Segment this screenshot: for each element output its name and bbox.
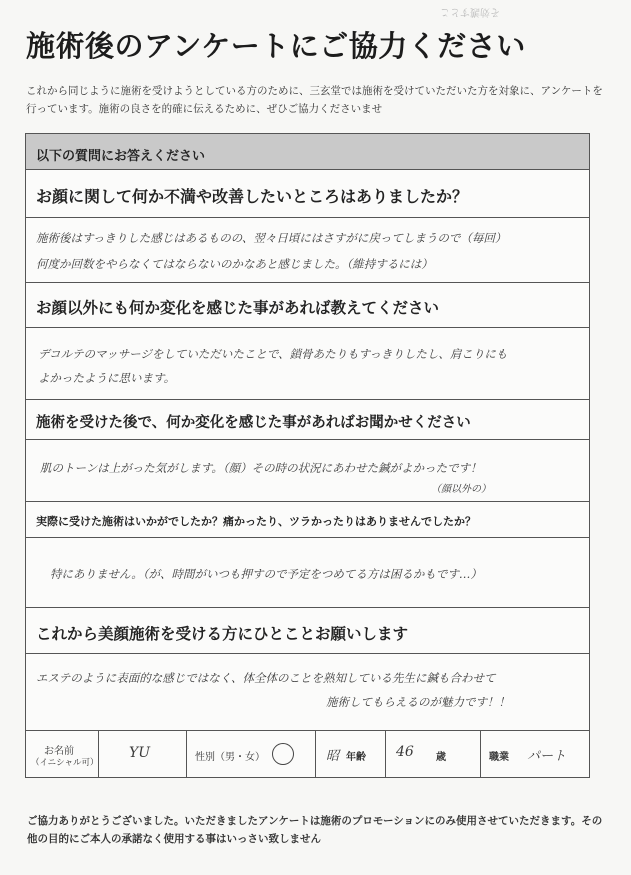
age-value: 46 — [396, 744, 414, 760]
age-unit-label: 歳 — [436, 752, 446, 763]
respondent-info-row — [26, 731, 589, 778]
question-3 — [26, 400, 589, 440]
answer-1-line-2: 何度か回数をやらなくてはならないのかなあと感じました。（維持するには） — [36, 257, 433, 271]
answer-3-field[interactable] — [26, 440, 589, 502]
question-4-text: 実際に受けた施術はいかがでしたか？痛かったり、ツラかったりはありませんでしたか？ — [36, 515, 476, 528]
answer-5-line-1: エステのように表面的な感じではなく、体全体のことを熟知している先生に鍼も合わせて — [36, 671, 496, 685]
question-1-text: お顔に関して何か不満や改善したいところはありましたか？ — [36, 187, 469, 206]
age-label: 年齢 — [346, 752, 366, 763]
question-1 — [26, 170, 589, 218]
page-title: 施術後のアンケートにご協力ください — [26, 29, 526, 63]
bleed-through-text: そ効護すとこ — [440, 6, 500, 17]
answer-2-field[interactable] — [26, 328, 589, 400]
age-value-field[interactable] — [386, 731, 481, 778]
intro-text: これから同じように施術を受けようとしている方のために、三玄堂では施術を受けていただいた方を対象に、アンケートを行っています。施術の良さを的確に伝えるために、ぜひご協力くださいませ — [26, 85, 603, 115]
name-label: お名前 — [44, 746, 74, 757]
question-2-text: お顔以外にも何か変化を感じた事があれば教えてください — [36, 299, 440, 317]
answer-2-line-1: デコルテのマッサージをしていただいたことで、鎖骨あたりもすっきりしたし、肩こりにも — [38, 347, 508, 361]
age-field[interactable] — [316, 731, 386, 778]
footer-notice: ご協力ありがとうございました。いただきましたアンケートは施術のプロモーションにのみ使用させていただきます。その他の目的にご本人の承諾なく使用する事はいっさい致しません — [27, 815, 603, 845]
answer-2-line-2: よかったように思います。 — [38, 371, 176, 385]
answer-1-field[interactable] — [26, 218, 589, 283]
question-2 — [26, 283, 589, 328]
question-5 — [26, 608, 589, 654]
answer-5-line-2: 施術してもらえるのが魅力です！！ — [326, 695, 510, 709]
questions-header-label: 以下の質問にお答えください — [36, 149, 206, 164]
job-field[interactable] — [481, 731, 591, 778]
name-sub-label: （イニシャル可） — [31, 758, 99, 768]
gender-field[interactable] — [187, 731, 316, 778]
answer-3-line-2: （顔以外の） — [431, 484, 491, 495]
answer-1-line-1: 施術後はすっきりした感じはあるものの、翌々日頃にはさすがに戻ってしまうので（毎回） — [36, 231, 507, 245]
job-label: 職業 — [489, 752, 509, 763]
question-4 — [26, 502, 589, 538]
question-5-text: これから美顔施術を受ける方にひとことお願いします — [36, 625, 409, 643]
era-value: 昭 — [326, 749, 340, 764]
name-value: YU — [129, 745, 151, 761]
answer-3-line-1: 肌のトーンは上がった気がします。（顔）その時の状況にあわせた鍼がよかったです！ — [40, 461, 482, 475]
name-field[interactable] — [99, 731, 187, 778]
question-3-text: 施術を受けた後で、何か変化を感じた事があればお聞かせください — [36, 415, 471, 431]
answer-4-field[interactable] — [26, 538, 589, 608]
survey-form — [25, 133, 590, 778]
questions-header — [26, 134, 589, 170]
job-value: パート — [527, 749, 567, 764]
answer-5-field[interactable] — [26, 654, 589, 731]
gender-circle-mark — [272, 743, 294, 765]
answer-4-line-1: 特にありません。（が、時間がいつも押すので予定をつめてる方は困るかもです…） — [50, 567, 482, 581]
gender-label: 性別（男・女） — [195, 752, 265, 763]
name-label-cell — [26, 731, 99, 778]
